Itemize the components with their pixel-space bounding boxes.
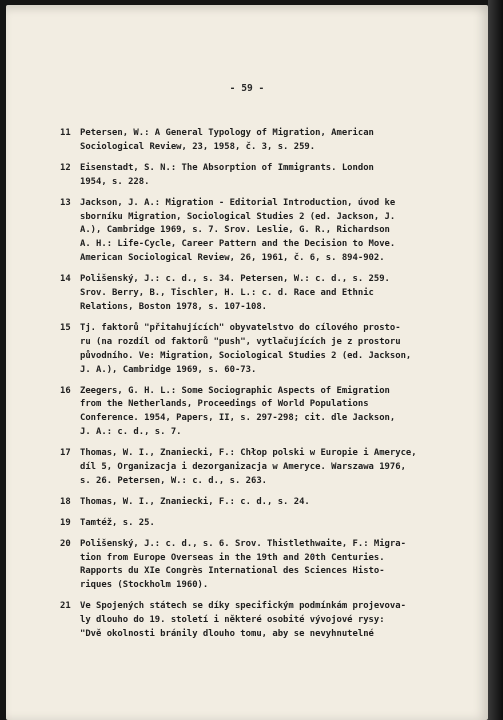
footnote-text bbox=[80, 538, 420, 594]
footnote-line: American Sociological Review, 26, 1961, č. 6, s. 894-902. bbox=[80, 253, 385, 264]
footnote-number: 15 bbox=[60, 322, 71, 333]
page-edge-shadow bbox=[488, 0, 503, 720]
footnote-line: J. A.), Cambridge 1969, s. 60-73. bbox=[80, 364, 257, 375]
footnote-line: Eisenstadt, S. N.: The Absorption of Immigrants. London bbox=[80, 162, 374, 173]
footnote-number: 18 bbox=[60, 496, 71, 507]
footnote-line: J. A.: c. d., s. 7. bbox=[80, 427, 182, 438]
footnote bbox=[60, 538, 420, 594]
footnote-line: s. 26. Petersen, W.: c. d., s. 263. bbox=[80, 475, 268, 486]
footnote-line: A.), Cambridge 1969, s. 7. Srov. Leslie, G. R., Richardson bbox=[80, 225, 390, 236]
footnote-text bbox=[80, 517, 420, 531]
footnote-line: Jackson, J. A.: Migration - Editorial Introduction, úvod ke bbox=[80, 197, 396, 208]
footnote-text bbox=[80, 385, 420, 441]
footnote bbox=[60, 447, 420, 489]
footnote-line: Srov. Berry, B., Tischler, H. L.: c. d. Race and Ethnic bbox=[80, 288, 374, 299]
footnote bbox=[60, 162, 420, 190]
footnote-text bbox=[80, 496, 420, 510]
footnote-number: 19 bbox=[60, 517, 71, 528]
footnote-line: původního. Ve: Migration, Sociological Studies 2 (ed. Jackson, bbox=[80, 350, 412, 361]
footnote-line: Petersen, W.: A General Typology of Migration, American bbox=[80, 128, 374, 138]
footnote bbox=[60, 385, 420, 441]
footnote-number: 14 bbox=[60, 274, 71, 285]
footnote-number: 13 bbox=[60, 197, 71, 208]
footnote-line: Polišenský, J.: c. d., s. 6. Srov. Thistlethwaite, F.: Migra- bbox=[80, 538, 406, 549]
footnote-line: Zeegers, G. H. L.: Some Sociographic Aspects of Emigration bbox=[80, 385, 390, 396]
footnote-line: díl 5, Organizacja i dezorganizacja w Ameryce. Warszawa 1976, bbox=[80, 462, 406, 473]
footnote-number: 16 bbox=[60, 385, 71, 396]
footnote-line: sborníku Migration, Sociological Studies 2 (ed. Jackson, J. bbox=[80, 211, 396, 222]
footnote-text bbox=[80, 273, 420, 315]
footnote-line: riques (Stockholm 1960). bbox=[80, 580, 209, 591]
footnote-line: Ve Spojených státech se díky specifickým podmínkám projevova- bbox=[80, 601, 406, 612]
footnote-line: tion from Europe Overseas in the 19th and 20th Centuries. bbox=[80, 552, 385, 563]
footnote-text bbox=[80, 127, 420, 155]
footnote-text bbox=[80, 447, 420, 489]
footnote bbox=[60, 600, 420, 642]
footnote-number: 17 bbox=[60, 448, 71, 459]
footnote-number: 21 bbox=[60, 601, 71, 612]
footnote-line: Thomas, W. I., Znaniecki, F.: Chłop polski w Europie i Ameryce, bbox=[80, 448, 417, 459]
footnote-number: 12 bbox=[60, 162, 71, 173]
footnote-line: "Dvě okolnosti bránily dlouho tomu, aby se nevyhnutelné bbox=[80, 629, 374, 640]
footnote-text bbox=[80, 322, 420, 378]
footnote-line: Relations, Boston 1978, s. 107-108. bbox=[80, 301, 268, 312]
footnote-text bbox=[80, 600, 420, 642]
footnote-line: 1954, s. 228. bbox=[80, 176, 150, 187]
footnote-line: Rapports du XIe Congrès International des Sciences Histo- bbox=[80, 566, 385, 577]
footnote-line: ly dlouho do 19. století i některé osobité vývojové rysy: bbox=[80, 615, 385, 626]
footnote bbox=[60, 273, 420, 315]
footnote-text bbox=[80, 162, 420, 190]
document-page bbox=[6, 5, 488, 720]
footnotes-list bbox=[60, 127, 420, 649]
footnote-line: Polišenský, J.: c. d., s. 34. Petersen, W.: c. d., s. 259. bbox=[80, 274, 390, 285]
footnote-line: Tj. faktorů "přitahujících" obyvatelstvo do cílového prosto- bbox=[80, 322, 401, 333]
footnote-line: Tamtéž, s. 25. bbox=[80, 517, 155, 528]
footnote bbox=[60, 197, 420, 267]
footnote-text bbox=[80, 197, 420, 267]
footnote-line: ru (na rozdíl od faktorů "push", vytlačujících je z prostoru bbox=[80, 336, 401, 347]
footnote-line: Sociological Review, 23, 1958, č. 3, s. 259. bbox=[80, 141, 316, 152]
footnote-number: 20 bbox=[60, 538, 71, 549]
footnote-line: Conference. 1954, Papers, II, s. 297-298; cit. dle Jackson, bbox=[80, 413, 396, 424]
footnote bbox=[60, 322, 420, 378]
footnote bbox=[60, 127, 420, 155]
page-number: - 59 - bbox=[229, 83, 265, 94]
footnote bbox=[60, 517, 420, 531]
footnote-number: 11 bbox=[60, 128, 71, 138]
footnote-line: from the Netherlands, Proceedings of World Populations bbox=[80, 399, 369, 410]
footnote-line: Thomas, W. I., Znaniecki, F.: c. d., s. 24. bbox=[80, 496, 310, 507]
footnote-line: A. H.: Life-Cycle, Career Pattern and the Decision to Move. bbox=[80, 239, 396, 250]
footnote bbox=[60, 496, 420, 510]
